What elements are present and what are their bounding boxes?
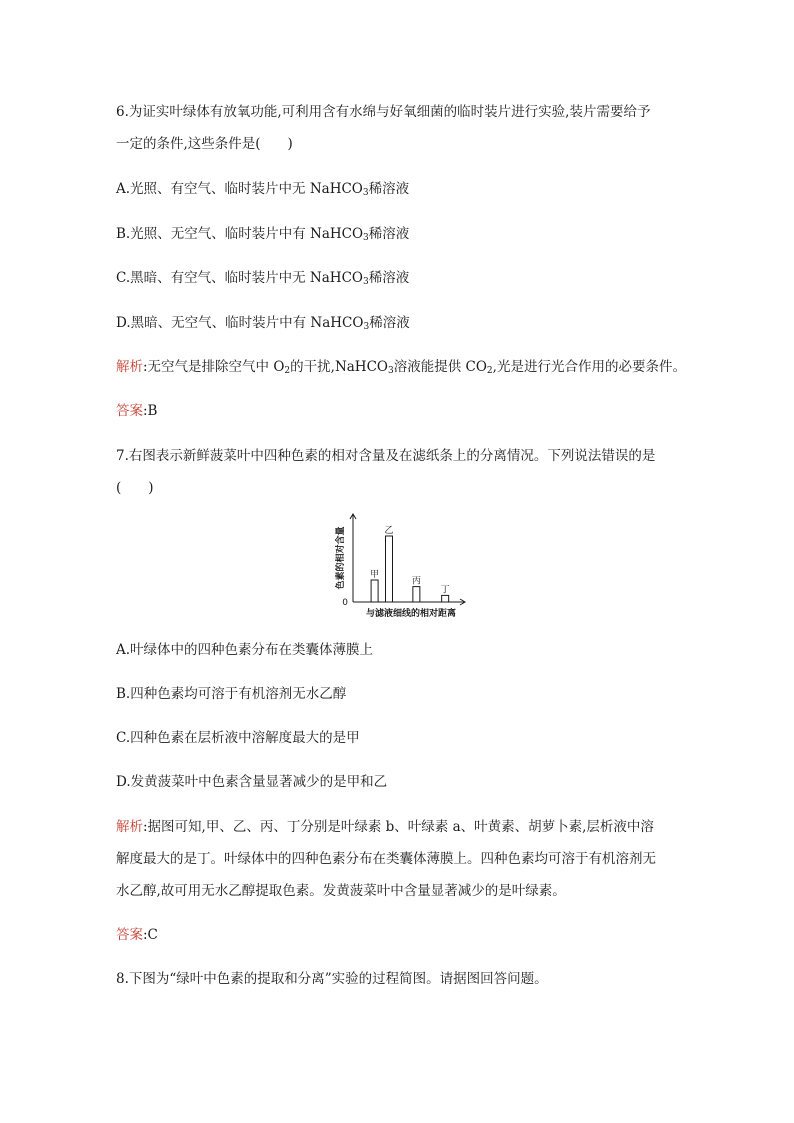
q6-analysis: 解析:无空气是排除空气中 $O_2$的干扰,NaHCO$_3$溶液能提供 $CO_2$,光是进行光合作用的必要条件。	[116, 359, 686, 376]
q6-option-d: D.黑暗、无空气、临时装片中有 NaHCO$_3$稀溶液	[116, 315, 410, 332]
analysis-label: 解析	[116, 819, 143, 835]
q6-option-c: C.黑暗、有空气、临时装片中无 NaHCO$_3$稀溶液	[116, 270, 410, 287]
bar-label-甲: 甲	[370, 570, 380, 580]
bar-丁	[442, 595, 449, 602]
bar-label-丙: 丙	[411, 576, 421, 587]
bar-丙	[413, 587, 420, 602]
pigment-bar-chart	[326, 506, 470, 620]
q7-analysis-line2: 解度最大的是丁。叶绿体中的四种色素分布在类囊体薄膜上。四种色素均可溶于有机溶剂无	[116, 851, 656, 867]
q7-stem-line2: ( )	[116, 480, 154, 496]
q6-stem-line1: 6.为证实叶绿体有放氧功能,可利用含有水绵与好氧细菌的临时装片进行实验,装片需要给予	[116, 104, 651, 120]
bar-label-丁: 丁	[440, 585, 450, 596]
x-axis-label: 与滤液细线的相对距离	[365, 609, 457, 619]
q6-stem-line2: 一定的条件,这些条件是( )	[116, 136, 293, 152]
origin-label: 0	[342, 598, 348, 608]
q8-stem: 8.下图为“绿叶中色素的提取和分离”实验的过程简图。请据图回答问题。	[116, 971, 548, 987]
q7-option-c: C.四种色素在层析液中溶解度最大的是甲	[116, 730, 360, 746]
q6-option-a: A.光照、有空气、临时装片中无 NaHCO$_3$稀溶液	[116, 181, 410, 198]
bar-label-乙: 乙	[384, 526, 394, 536]
answer-label: 答案	[116, 403, 143, 419]
q7-option-d: D.发黄菠菜叶中色素含量显著减少的是甲和乙	[116, 774, 388, 790]
answer-label: 答案	[116, 927, 143, 943]
q7-option-a: A.叶绿体中的四种色素分布在类囊体薄膜上	[116, 642, 374, 658]
q6-option-b: B.光照、无空气、临时装片中有 NaHCO$_3$稀溶液	[116, 226, 410, 243]
q7-stem-line1: 7.右图表示新鲜菠菜叶中四种色素的相对含量及在滤纸条上的分离情况。下列说法错误的是	[116, 448, 656, 464]
q7-analysis-line3: 水乙醇,故可用无水乙醇提取色素。发黄菠菜叶中含量显著减少的是叶绿素。	[116, 883, 566, 899]
q7-option-b: B.四种色素均可溶于有机溶剂无水乙醇	[116, 686, 347, 702]
analysis-label: 解析	[116, 359, 143, 375]
q7-answer: 答案:C	[116, 927, 158, 943]
q6-answer: 答案:B	[116, 403, 158, 419]
q7-analysis-line1: 解析:据图可知,甲、乙、丙、丁分别是叶绿素 b、叶绿素 a、叶黄素、胡萝卜素,层析液中溶	[116, 819, 654, 835]
bar-乙	[386, 536, 393, 602]
bar-甲	[371, 580, 378, 602]
y-axis-label: 色素的相对含量	[336, 526, 346, 590]
